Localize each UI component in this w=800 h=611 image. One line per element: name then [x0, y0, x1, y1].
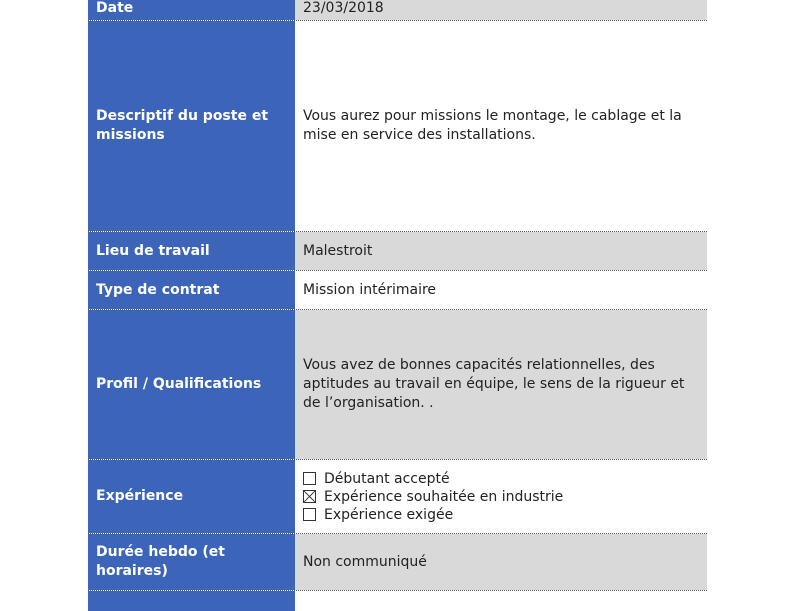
label-date: Date: [88, 0, 295, 20]
value-profil: Vous avez de bonnes capacités relationnelles, des aptitudes au travail en équipe, le sens de la rigueur et de l’organisation. .: [295, 310, 707, 459]
label-profil: Profil / Qualifications: [88, 310, 295, 459]
label-experience: Expérience: [88, 460, 295, 533]
row-lieu: [88, 232, 707, 271]
checkbox-unchecked-icon: [303, 472, 316, 485]
label-next: [88, 591, 295, 611]
row-date: [88, 0, 707, 21]
row-experience: [88, 460, 707, 534]
job-offer-table: [88, 0, 707, 611]
option-exigee: [303, 506, 453, 524]
row-next: [88, 591, 707, 611]
value-contrat: Mission intérimaire: [303, 281, 437, 298]
option-label: Expérience souhaitée en industrie: [324, 488, 564, 505]
value-next: [295, 591, 707, 611]
experience-options: [295, 460, 707, 533]
row-duree: [88, 534, 707, 591]
checkbox-unchecked-icon: [303, 508, 316, 521]
option-souhaitee: [303, 488, 563, 506]
checkbox-checked-icon: [303, 490, 316, 503]
value-descriptif: Vous aurez pour missions le montage, le cablage et la mise en service des installations.: [303, 108, 682, 143]
label-descriptif: Descriptif du poste et missions: [88, 21, 295, 231]
option-label: Expérience exigée: [324, 506, 454, 523]
label-duree: Durée hebdo (et horaires): [88, 534, 295, 590]
row-contrat: [88, 271, 707, 310]
label-contrat: Type de contrat: [88, 271, 295, 309]
value-lieu: Malestroit: [295, 232, 707, 270]
value-duree: Non communiqué: [295, 534, 707, 590]
option-label: Débutant accepté: [324, 470, 450, 487]
row-descriptif: [88, 21, 707, 232]
row-profil: [88, 310, 707, 460]
value-date: 23/03/2018: [295, 0, 707, 20]
label-lieu: Lieu de travail: [88, 232, 295, 270]
option-debutant: [303, 470, 450, 488]
